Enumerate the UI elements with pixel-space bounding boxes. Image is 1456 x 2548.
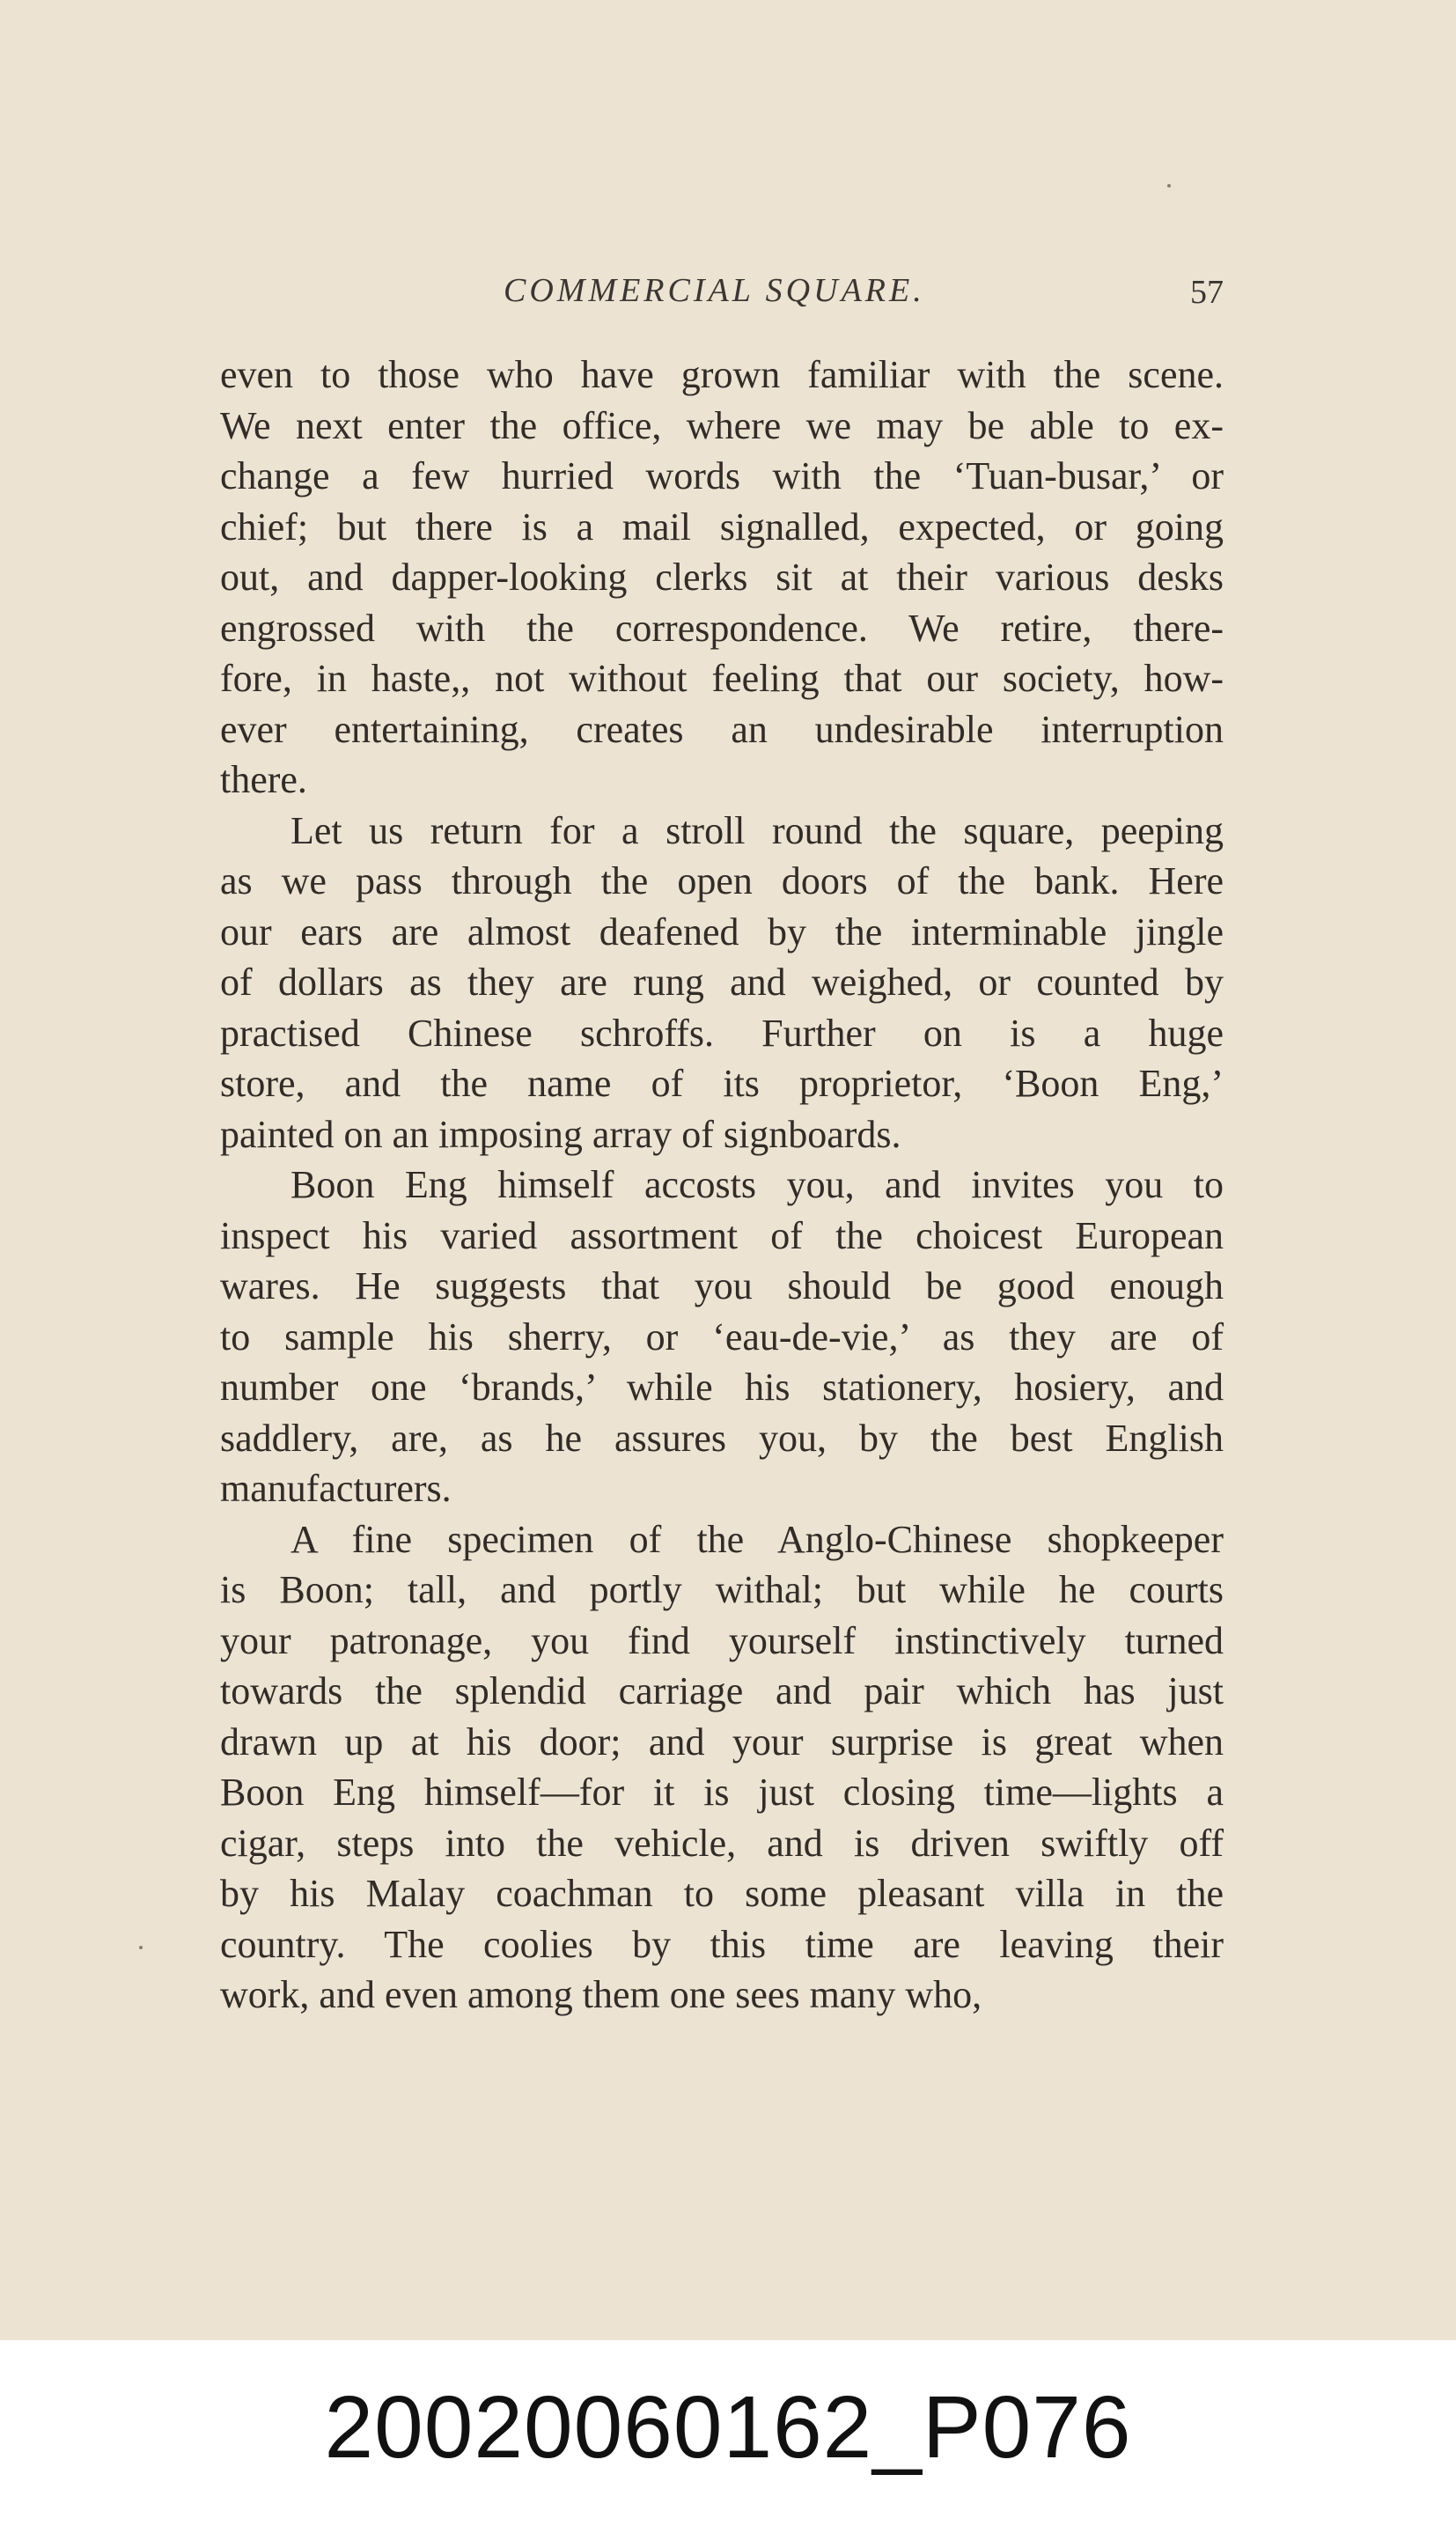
text-line: by his Malay coachman to some pleasant villa in the bbox=[220, 1872, 1224, 1915]
text-line: work, and even among them one sees many who, bbox=[220, 1973, 982, 2016]
image-id-label: 20020060162_P076 bbox=[324, 2378, 1132, 2477]
text-line: saddlery, are, as he assures you, by the best English bbox=[220, 1416, 1224, 1460]
paragraph bbox=[220, 806, 1224, 1160]
text-line: there. bbox=[220, 758, 307, 801]
text-line: of dollars as they are rung and weighed, or counted by bbox=[220, 961, 1224, 1004]
text-line: Boon Eng himself—for it is just closing time—lights a bbox=[220, 1771, 1224, 1814]
text-line: your patronage, you find yourself instinctively turned bbox=[220, 1618, 1224, 1662]
text-line: our ears are almost deafened by the interminable jingle bbox=[220, 909, 1224, 954]
body-text bbox=[220, 350, 1224, 2021]
text-line: A fine specimen of the Anglo-Chinese shopkeeper bbox=[290, 1517, 1224, 1561]
text-line: number one ‘brands,’ while his stationery, hosiery, and bbox=[220, 1366, 1224, 1409]
text-line: ever entertaining, creates an undesirable interruption bbox=[220, 707, 1224, 751]
paragraph bbox=[220, 1514, 1224, 2021]
text-line: chief; but there is a mail signalled, expected, or going bbox=[220, 504, 1224, 549]
running-head-title: COMMERCIAL SQUARE. bbox=[504, 272, 925, 309]
text-line: Boon Eng himself accosts you, and invites you to bbox=[290, 1163, 1224, 1206]
text-line: fore, in haste,, not without feeling that our society, how- bbox=[220, 657, 1224, 700]
paper-speck bbox=[139, 1946, 143, 1949]
text-line: engrossed with the correspondence. We retire, there- bbox=[220, 606, 1224, 650]
text-line: inspect his varied assortment of the choicest European bbox=[220, 1213, 1224, 1257]
text-line: manufacturers. bbox=[220, 1467, 452, 1510]
text-line: out, and dapper-looking clerks sit at their various desks bbox=[220, 556, 1224, 599]
paper-speck bbox=[1167, 184, 1171, 188]
text-line: country. The coolies by this time are leaving their bbox=[220, 1922, 1224, 1966]
text-line: practised Chinese schroffs. Further on is a huge bbox=[220, 1011, 1224, 1055]
text-line: drawn up at his door; and your surprise is great when bbox=[220, 1720, 1224, 1764]
text-line: cigar, steps into the vehicle, and is driven swiftly off bbox=[220, 1821, 1224, 1865]
page-number: 57 bbox=[1190, 274, 1224, 311]
text-line: wares. He suggests that you should be good enough bbox=[220, 1264, 1224, 1307]
text-line: We next enter the office, where we may be able to ex- bbox=[220, 403, 1224, 447]
running-head bbox=[220, 271, 1224, 324]
paragraph bbox=[220, 350, 1224, 806]
text-line: is Boon; tall, and portly withal; but while he courts bbox=[220, 1568, 1224, 1611]
text-line: to sample his sherry, or ‘eau-de-vie,’ as they are of bbox=[220, 1315, 1224, 1359]
text-line: change a few hurried words with the ‘Tuan-busar,’ or bbox=[220, 454, 1224, 497]
text-line: painted on an imposing array of signboards. bbox=[220, 1112, 901, 1156]
text-line: even to those who have grown familiar with the scene. bbox=[220, 353, 1224, 396]
text-line: towards the splendid carriage and pair which has just bbox=[220, 1669, 1224, 1712]
text-line: Let us return for a stroll round the square, peeping bbox=[290, 808, 1224, 852]
paragraph bbox=[220, 1160, 1224, 1514]
text-line: store, and the name of its proprietor, ‘Boon Eng,’ bbox=[220, 1062, 1224, 1105]
text-line: as we pass through the open doors of the bank. Here bbox=[220, 859, 1224, 902]
